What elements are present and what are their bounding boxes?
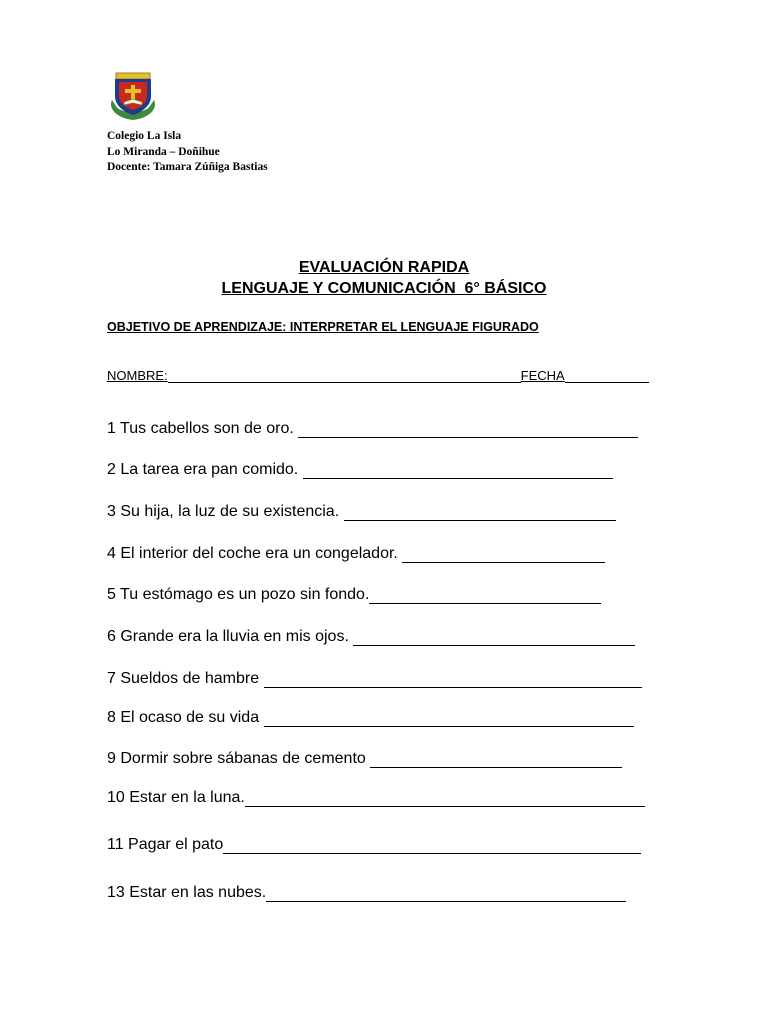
learning-objective: OBJETIVO DE APRENDIZAJE: INTERPRETAR EL LENGUAJE FIGURADO: [107, 320, 539, 334]
answer-line[interactable]: [266, 884, 626, 902]
name-blank[interactable]: [168, 368, 521, 383]
question-text: 2 La tarea era pan comido.: [107, 461, 299, 478]
school-info: [107, 129, 268, 176]
question-text: 4 El interior del coche era un congelador.: [107, 545, 398, 562]
answer-line[interactable]: [370, 750, 622, 768]
answer-line[interactable]: [298, 420, 638, 438]
question-text: 13 Estar en las nubes.: [107, 884, 267, 901]
question-item: [107, 461, 613, 479]
date-label: FECHA: [520, 368, 565, 383]
answer-line[interactable]: [264, 670, 642, 688]
question-item: [107, 836, 641, 854]
question-item: [107, 545, 605, 563]
answer-line[interactable]: [303, 461, 613, 479]
question-item: [107, 884, 626, 902]
name-date-row: [107, 368, 649, 383]
answer-line[interactable]: [344, 503, 616, 521]
question-item: [107, 628, 635, 646]
question-text: 9 Dormir sobre sábanas de cemento: [107, 750, 366, 767]
question-item: [107, 586, 601, 604]
question-text: 6 Grande era la lluvia en mis ojos.: [107, 628, 349, 645]
question-item: [107, 789, 645, 807]
question-text: 7 Sueldos de hambre: [107, 670, 260, 687]
question-text: 3 Su hija, la luz de su existencia.: [107, 503, 340, 520]
answer-line[interactable]: [402, 545, 605, 563]
question-item: [107, 709, 634, 727]
question-text: 5 Tu estómago es un pozo sin fondo.: [107, 586, 370, 603]
answer-line[interactable]: [223, 836, 641, 854]
name-label: NOMBRE:: [107, 368, 168, 383]
question-item: [107, 670, 642, 688]
question-text: 8 El ocaso de su vida: [107, 709, 260, 726]
answer-line[interactable]: [369, 586, 601, 604]
school-crest-logo: [106, 72, 160, 122]
title-line-1: EVALUACIÓN RAPIDA: [298, 259, 470, 276]
answer-line[interactable]: [264, 709, 634, 727]
title-line-2: LENGUAJE Y COMUNICACIÓN 6° BÁSICO: [221, 280, 547, 297]
answer-line[interactable]: [353, 628, 635, 646]
date-blank[interactable]: [565, 368, 649, 383]
question-item: [107, 750, 622, 768]
document-title: [0, 257, 768, 299]
school-location: Lo Miranda – Doñihue: [107, 145, 220, 158]
question-text: 1 Tus cabellos son de oro.: [107, 420, 294, 437]
question-text: 11 Pagar el pato: [107, 836, 224, 853]
school-name: Colegio La Isla: [107, 130, 182, 142]
question-item: [107, 420, 638, 438]
question-item: [107, 503, 616, 521]
question-text: 10 Estar en la luna.: [107, 789, 245, 806]
answer-line[interactable]: [245, 789, 645, 807]
teacher-name: Docente: Tamara Zúñiga Bastias: [107, 161, 268, 173]
